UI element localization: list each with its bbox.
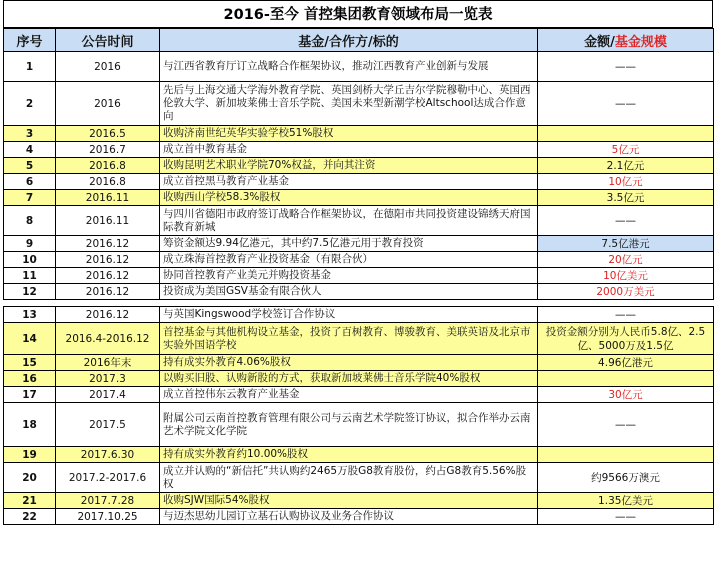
row-amount xyxy=(538,371,714,387)
row-date: 2016.8 xyxy=(56,174,160,190)
row-amount: 投资金额分别为人民币5.8亿、2.5亿、5000万及1.5亿 xyxy=(538,323,714,355)
table-body-2 xyxy=(4,307,714,525)
row-description: 收购昆明艺术职业学院70%权益，并向其注资 xyxy=(160,158,538,174)
row-date: 2017.5 xyxy=(56,403,160,447)
row-description: 协同首控教育产业美元并购投资基金 xyxy=(160,268,538,284)
row-description: 成立珠海首控教育产业投资基金（有限合伙） xyxy=(160,252,538,268)
row-date: 2017.2-2017.6 xyxy=(56,463,160,493)
row-number: 2 xyxy=(4,82,56,126)
row-description: 收购SJW国际54%股权 xyxy=(160,493,538,509)
row-date: 2016.12 xyxy=(56,307,160,323)
row-date: 2016.8 xyxy=(56,158,160,174)
row-date: 2016.5 xyxy=(56,126,160,142)
table-row xyxy=(4,158,714,174)
row-amount: 10亿元 xyxy=(538,174,714,190)
row-amount xyxy=(538,447,714,463)
table-row xyxy=(4,355,714,371)
row-amount: —— xyxy=(538,52,714,82)
header-amount xyxy=(538,29,714,52)
row-number: 11 xyxy=(4,268,56,284)
row-date: 2016.11 xyxy=(56,190,160,206)
row-number: 14 xyxy=(4,323,56,355)
row-amount: 20亿元 xyxy=(538,252,714,268)
row-number: 18 xyxy=(4,403,56,447)
row-description: 与四川省德阳市政府签订战略合作框架协议，在德阳市共同投资建设锦绣天府国际教育新城 xyxy=(160,206,538,236)
row-amount: —— xyxy=(538,307,714,323)
row-date: 2016.7 xyxy=(56,142,160,158)
table-row xyxy=(4,493,714,509)
table-row xyxy=(4,82,714,126)
row-description: 成立首中教育基金 xyxy=(160,142,538,158)
table-row xyxy=(4,174,714,190)
row-description: 附属公司云南首控教育管理有限公司与云南艺术学院签订协议，拟合作举办云南艺术学院文化学院 xyxy=(160,403,538,447)
row-number: 16 xyxy=(4,371,56,387)
row-number: 6 xyxy=(4,174,56,190)
row-description: 持有成实外教育约10.00%股权 xyxy=(160,447,538,463)
row-amount: 30亿元 xyxy=(538,387,714,403)
table-row xyxy=(4,307,714,323)
row-number: 10 xyxy=(4,252,56,268)
table-row xyxy=(4,463,714,493)
row-number: 1 xyxy=(4,52,56,82)
table-gap xyxy=(4,300,714,307)
row-amount: 2000万美元 xyxy=(538,284,714,300)
row-number: 19 xyxy=(4,447,56,463)
row-date: 2017.3 xyxy=(56,371,160,387)
row-amount: —— xyxy=(538,403,714,447)
row-description: 与江西省教育厅订立战略合作框架协议，推动江西教育产业创新与发展 xyxy=(160,52,538,82)
row-description: 成立首控伟东云教育产业基金 xyxy=(160,387,538,403)
table-row xyxy=(4,387,714,403)
row-date: 2017.7.28 xyxy=(56,493,160,509)
row-description: 首控基金与其他机构设立基金，投资了百树教育、博骏教育、美联英语及北京市实验外国语学校 xyxy=(160,323,538,355)
table-row xyxy=(4,252,714,268)
table-row xyxy=(4,447,714,463)
row-number: 8 xyxy=(4,206,56,236)
row-date: 2016.12 xyxy=(56,236,160,252)
row-amount: 7.5亿港元 xyxy=(538,236,714,252)
gap-cell xyxy=(4,300,714,307)
table-title: 2016-至今 首控集团教育领域布局一览表 xyxy=(3,0,713,28)
row-amount: 1.35亿美元 xyxy=(538,493,714,509)
row-date: 2016年末 xyxy=(56,355,160,371)
row-description: 与迈杰思幼儿园订立基石认购协议及业务合作协议 xyxy=(160,509,538,525)
row-description: 成立并认购的“新信托”共认购约2465万股G8教育股份，约占G8教育5.56%股权 xyxy=(160,463,538,493)
row-date: 2016.11 xyxy=(56,206,160,236)
row-description: 收购西山学校58.3%股权 xyxy=(160,190,538,206)
row-description: 筹资金额达9.94亿港元，其中约7.5亿港元用于教育投资 xyxy=(160,236,538,252)
row-amount: 4.96亿港元 xyxy=(538,355,714,371)
table-row xyxy=(4,371,714,387)
table-row xyxy=(4,236,714,252)
row-description: 投资成为美国GSV基金有限合伙人 xyxy=(160,284,538,300)
row-number: 15 xyxy=(4,355,56,371)
row-number: 22 xyxy=(4,509,56,525)
header-amount-b: 基金规模 xyxy=(614,34,667,50)
row-date: 2016 xyxy=(56,52,160,82)
row-date: 2017.4 xyxy=(56,387,160,403)
row-description: 持有成实外教育4.06%股权 xyxy=(160,355,538,371)
table-row xyxy=(4,509,714,525)
row-number: 3 xyxy=(4,126,56,142)
row-date: 2016.12 xyxy=(56,284,160,300)
row-description: 与英国Kingswood学校签订合作协议 xyxy=(160,307,538,323)
row-number: 13 xyxy=(4,307,56,323)
row-date: 2017.10.25 xyxy=(56,509,160,525)
header-amount-a: 金额/ xyxy=(584,34,615,50)
row-amount xyxy=(538,126,714,142)
row-amount: —— xyxy=(538,206,714,236)
row-description: 以购买旧股、认购新股的方式，获取新加坡莱佛士音乐学院40%股权 xyxy=(160,371,538,387)
header-date: 公告时间 xyxy=(56,29,160,52)
table-row xyxy=(4,142,714,158)
table-body-1 xyxy=(4,52,714,300)
header-row xyxy=(4,29,714,52)
header-desc: 基金/合作方/标的 xyxy=(160,29,538,52)
row-date: 2016 xyxy=(56,82,160,126)
row-date: 2016.12 xyxy=(56,268,160,284)
table-row xyxy=(4,268,714,284)
row-number: 5 xyxy=(4,158,56,174)
row-number: 9 xyxy=(4,236,56,252)
row-amount: 10亿美元 xyxy=(538,268,714,284)
table-row xyxy=(4,206,714,236)
row-number: 7 xyxy=(4,190,56,206)
row-number: 12 xyxy=(4,284,56,300)
table-row xyxy=(4,323,714,355)
row-description: 收购济南世纪英华实验学校51%股权 xyxy=(160,126,538,142)
row-number: 17 xyxy=(4,387,56,403)
row-amount: 约9566万澳元 xyxy=(538,463,714,493)
row-amount: 2.1亿元 xyxy=(538,158,714,174)
row-date: 2016.12 xyxy=(56,252,160,268)
row-amount: 3.5亿元 xyxy=(538,190,714,206)
row-amount: —— xyxy=(538,509,714,525)
row-amount: 5亿元 xyxy=(538,142,714,158)
table-row xyxy=(4,126,714,142)
row-number: 4 xyxy=(4,142,56,158)
table-row xyxy=(4,52,714,82)
gap-row xyxy=(4,300,714,307)
row-description: 先后与上海交通大学海外教育学院、英国剑桥大学丘吉尔学院穆勒中心、英国西伦敦大学、新加坡莱佛士音乐学院、美国未来型新潮学校Altschool达成合作意向 xyxy=(160,82,538,126)
row-number: 20 xyxy=(4,463,56,493)
row-description: 成立首控黑马教育产业基金 xyxy=(160,174,538,190)
table-row xyxy=(4,190,714,206)
row-date: 2016.4-2016.12 xyxy=(56,323,160,355)
row-date: 2017.6.30 xyxy=(56,447,160,463)
table-row xyxy=(4,284,714,300)
layout-table xyxy=(3,28,714,525)
row-number: 21 xyxy=(4,493,56,509)
table-row xyxy=(4,403,714,447)
row-amount: —— xyxy=(538,82,714,126)
header-num: 序号 xyxy=(4,29,56,52)
